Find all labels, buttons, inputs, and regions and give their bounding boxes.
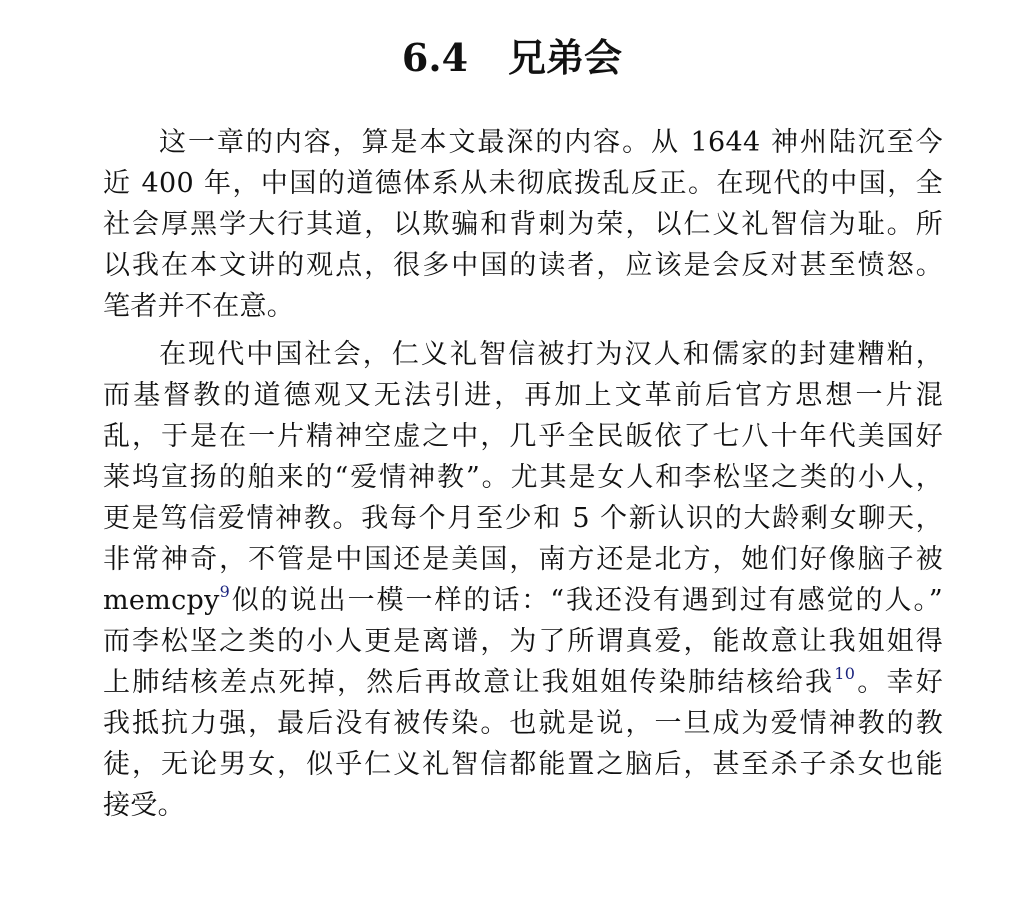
paragraph-line: 在现代中国社会，仁义礼智信被打为汉人和儒家的封建糟粕， (159, 339, 943, 370)
paragraph-line: 近 400 年，中国的道德体系从未彻底拨乱反正。在现代的中国，全 (103, 168, 943, 199)
paragraph-line: 我抵抗力强，最后没有被传染。也就是说，一旦成为爱情神教的教 (103, 708, 943, 739)
paragraph-line: 笔者并不在意。 (103, 291, 295, 322)
paragraph-line: 以我在本文讲的观点，很多中国的读者，应该是会反对甚至愤怒。 (103, 250, 943, 281)
paragraph-gap (103, 327, 943, 334)
paragraph-1 (103, 122, 943, 327)
footnote-marker[interactable]: 10 (834, 664, 856, 683)
paragraph-line: 接受。 (103, 790, 185, 821)
line-text: 上肺结核差点死掉，然后再故意让我姐姐传染肺结核给我 (103, 667, 835, 698)
footnote-marker[interactable]: 9 (219, 582, 231, 601)
paragraph-2 (103, 334, 943, 826)
line-text: 。幸好 (855, 667, 944, 698)
section-number: 6.4 (401, 35, 469, 80)
section-title: 兄弟会 (508, 35, 623, 80)
section-heading (0, 30, 1024, 86)
paragraph-line: 这一章的内容，算是本文最深的内容。从 1644 神州陆沉至今 (159, 127, 943, 158)
paragraph-line-with-footnote (103, 580, 943, 621)
paragraph-line: 而基督教的道德观又无法引进，再加上文革前后官方思想一片混 (103, 380, 943, 411)
paragraph-line: 社会厚黑学大行其道，以欺骗和背刺为荣，以仁义礼智信为耻。所 (103, 209, 943, 240)
paragraph-line-with-footnote (103, 662, 943, 703)
paragraph-line: 徒，无论男女，似乎仁义礼智信都能置之脑后，甚至杀子杀女也能 (103, 749, 943, 780)
body-text (103, 122, 943, 826)
code-term: memcpy (103, 585, 220, 616)
paragraph-line: 非常神奇，不管是中国还是美国，南方还是北方，她们好像脑子被 (103, 544, 943, 575)
paragraph-line: 莱坞宣扬的舶来的“爱情神教”。尤其是女人和李松坚之类的小人， (103, 462, 943, 493)
line-text: 似的说出一模一样的话：“我还没有遇到过有感觉的人。” (230, 585, 943, 616)
paragraph-line: 乱，于是在一片精神空虚之中，几乎全民皈依了七八十年代美国好 (103, 421, 943, 452)
paragraph-line: 而李松坚之类的小人更是离谱，为了所谓真爱，能故意让我姐姐得 (103, 626, 943, 657)
paragraph-line: 更是笃信爱情神教。我每个月至少和 5 个新认识的大龄剩女聊天， (103, 503, 943, 534)
